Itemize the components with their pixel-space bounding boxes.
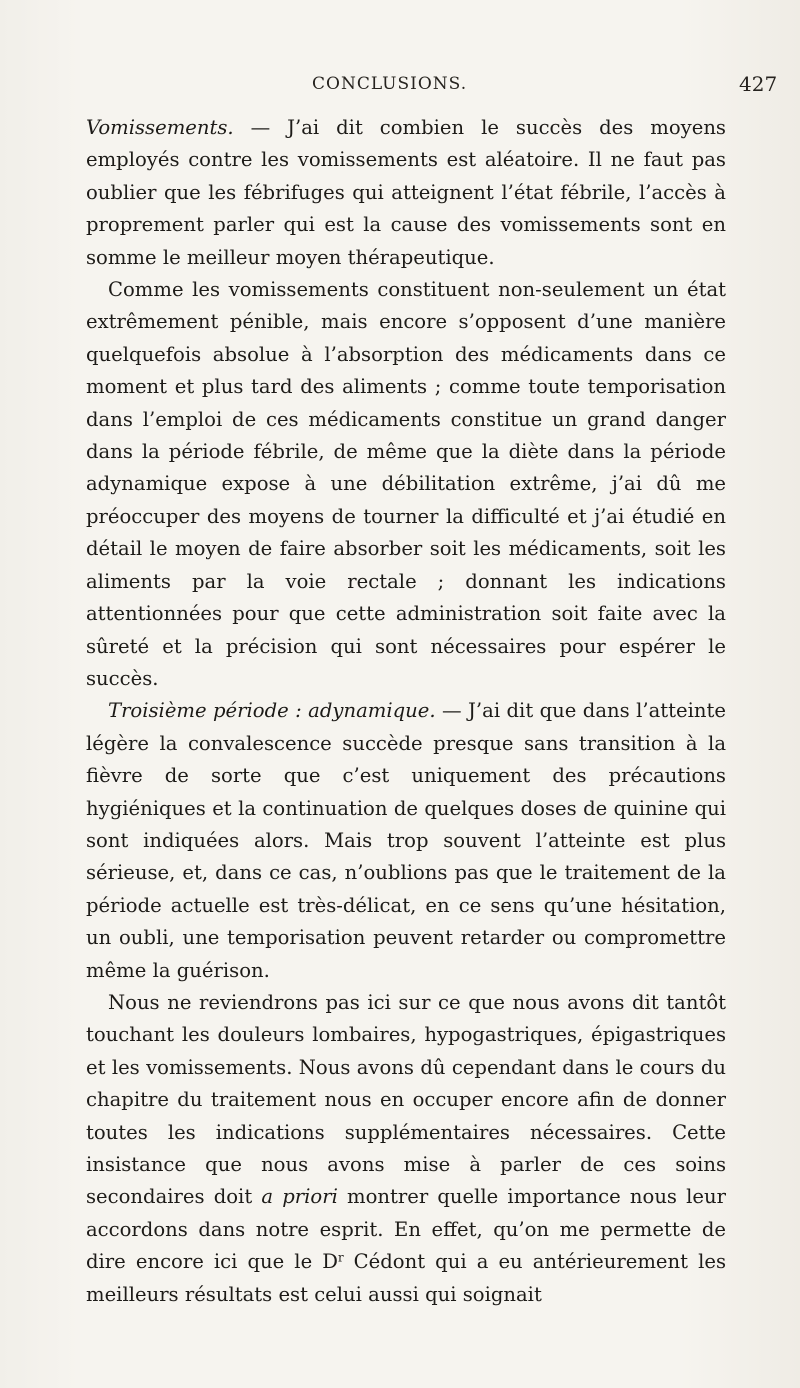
paragraph-text: — J’ai dit combien le succès des moyens employés contre les vomissements est aléatoire. Il ne faut pas oublier que les fébrifuges qui atteignent l’état fébrile, l’accès à proprement parler qui est la cause des vomissements sont en somme le meilleur moyen thérapeutique. — [86, 116, 726, 269]
paragraph-text: Comme les vomissements constituent non-seulement un état extrêmement pénible, mais encore s’opposent d’une manière quelquefois absolue à l’absorption des médicaments dans ce moment et plus tard des aliments ; comme toute temporisation dans l’emploi de ces médicaments constitue un grand danger dans la période fébrile, de même que la diète dans la période adynamique expose à une débilitation extrême, j’ai dû me préoccuper des moyens de tourner la difficulté et j’ai étudié en détail le moyen de faire absorber soit les médicaments, soit les aliments par la voie rectale ; donnant les indications attentionnées pour que cette administration soit faite avec la sûreté et la précision qui sont nécessaires pour espérer le succès. — [86, 278, 726, 690]
paragraph-text: — J’ai dit que dans l’atteinte légère la convalescence succède presque sans transition à la fièvre de sorte que c’est uniquement des précautions hygiéniques et la continuation de quelques doses de quinine qui sont indiquées alors. Mais trop souvent l’atteinte est plus sérieuse, et, dans ce cas, n’oublions pas que le traitement de la période actuelle est très-délicat, en ce sens qu’une hésitation, un oubli, une temporisation peuvent retarder ou compromettre même la guérison. — [86, 699, 726, 982]
paragraph-temporisation — [86, 274, 726, 695]
title-superscript: r — [337, 1250, 344, 1265]
paragraph-troisieme-periode — [86, 695, 726, 987]
paragraph-soins-secondaires — [86, 987, 726, 1311]
page-number: 427 — [739, 72, 778, 96]
running-head: CONCLUSIONS. — [312, 74, 468, 94]
body-text — [86, 112, 726, 1311]
paragraph-text: Cédont qui a eu antérieurement les meilleurs résultats est celui aussi qui soignait — [86, 1250, 726, 1306]
page-header — [0, 74, 800, 102]
paragraph-lead: Vomissements. — [86, 116, 234, 139]
paragraph-lead: Troisième période : adynamique. — [108, 699, 436, 723]
latin-emphasis: a priori — [261, 1185, 338, 1209]
paragraph-text: Nous ne reviendrons pas ici sur ce que nous avons dit tantôt touchant les douleurs lombaires, hypogastriques, épigastriques et les vomissements. Nous avons dû cependant dans le cours du chapitre du traitement nous en occuper encore afin de donner toutes les indications supplémentaires nécessaires. Cette insistance que nous avons mise à parler de ces soins secondaires doit — [86, 990, 726, 1209]
paragraph-text: montrer quelle importance nous leur accordons dans notre esprit. En effet, qu’on me permette de dire encore ici que le D — [86, 1185, 727, 1274]
paragraph-vomissements — [86, 112, 726, 274]
